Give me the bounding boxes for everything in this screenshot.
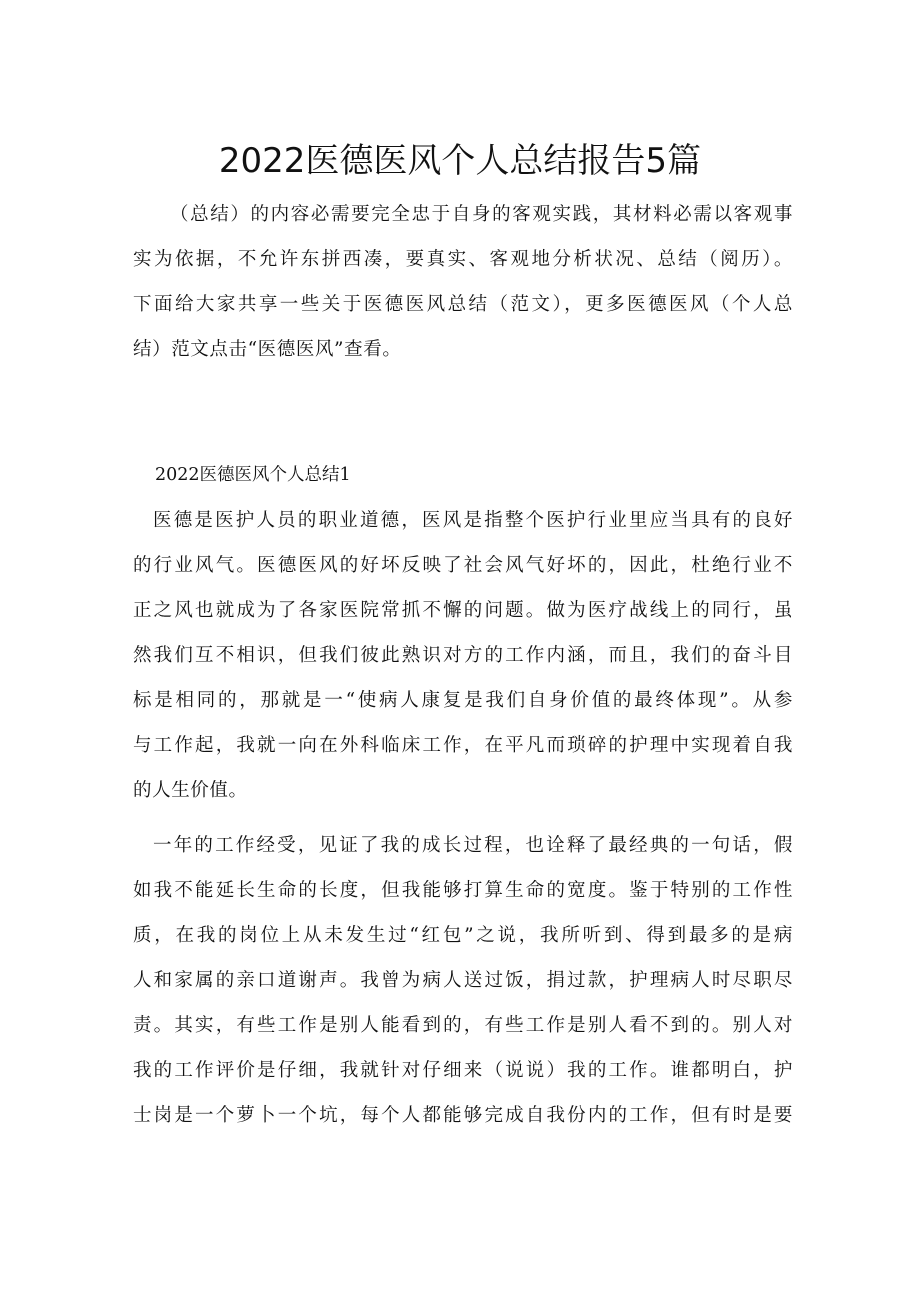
intro-paragraph: [133, 192, 793, 372]
paragraph-line: 质，在我的岗位上从未发生过“红包”之说，我所听到、得到最多的是病: [133, 925, 793, 946]
paragraph-line: 人和家属的亲口道谢声。我曾为病人送过饭，捐过款，护理病人时尽职尽: [133, 970, 793, 991]
paragraph-line: 的行业风气。医德医风的好坏反映了社会风气好坏的，因此，杜绝行业不: [133, 555, 793, 576]
paragraph-line: 然我们互不相识，但我们彼此熟识对方的工作内涵，而且，我们的奋斗目: [133, 645, 793, 666]
document-title: 2022医德医风个人总结报告5篇: [218, 141, 702, 181]
intro-line: （总结）的内容必需要完全忠于自身的客观实践，其材料必需以客观事: [170, 204, 793, 225]
paragraph-line: 如我不能延长生命的长度，但我能够打算生命的宽度。鉴于特别的工作性: [133, 880, 793, 901]
section-heading: 2022医德医风个人总结1: [155, 465, 351, 485]
paragraph-line: 我的工作评价是仔细，我就针对仔细来（说说）我的工作。谁都明白，护: [133, 1060, 793, 1081]
paragraph-line: 与工作起，我就一向在外科临床工作，在平凡而琐碎的护理中实现着自我: [133, 735, 793, 756]
paragraph-line: 的人生价值。: [133, 780, 248, 801]
intro-line: 下面给大家共享一些关于医德医风总结（范文），更多医德医风（个人总: [133, 294, 793, 315]
intro-line: 实为依据，不允许东拼西凑，要真实、客观地分析状况、总结（阅历）。: [133, 249, 793, 270]
paragraph-line: 责。其实，有些工作是别人能看到的，有些工作是别人看不到的。别人对: [133, 1015, 793, 1036]
paragraph-line: 标是相同的，那就是一“使病人康复是我们自身价值的最终体现”。从参: [133, 690, 793, 711]
paragraph-line: 正之风也就成为了各家医院常抓不懈的问题。做为医疗战线上的同行，虽: [133, 600, 793, 621]
body-paragraph-1: [133, 498, 793, 813]
paragraph-line: 一年的工作经受，见证了我的成长过程，也诠释了最经典的一句话，假: [153, 835, 793, 856]
body-paragraph-2: [133, 823, 793, 1138]
intro-line: 结）范文点击“医德医风”查看。: [133, 339, 402, 360]
paragraph-line: 医德是医护人员的职业道德，医风是指整个医护行业里应当具有的良好: [153, 510, 793, 531]
paragraph-line: 士岗是一个萝卜一个坑，每个人都能够完成自我份内的工作，但有时是要: [133, 1105, 793, 1126]
